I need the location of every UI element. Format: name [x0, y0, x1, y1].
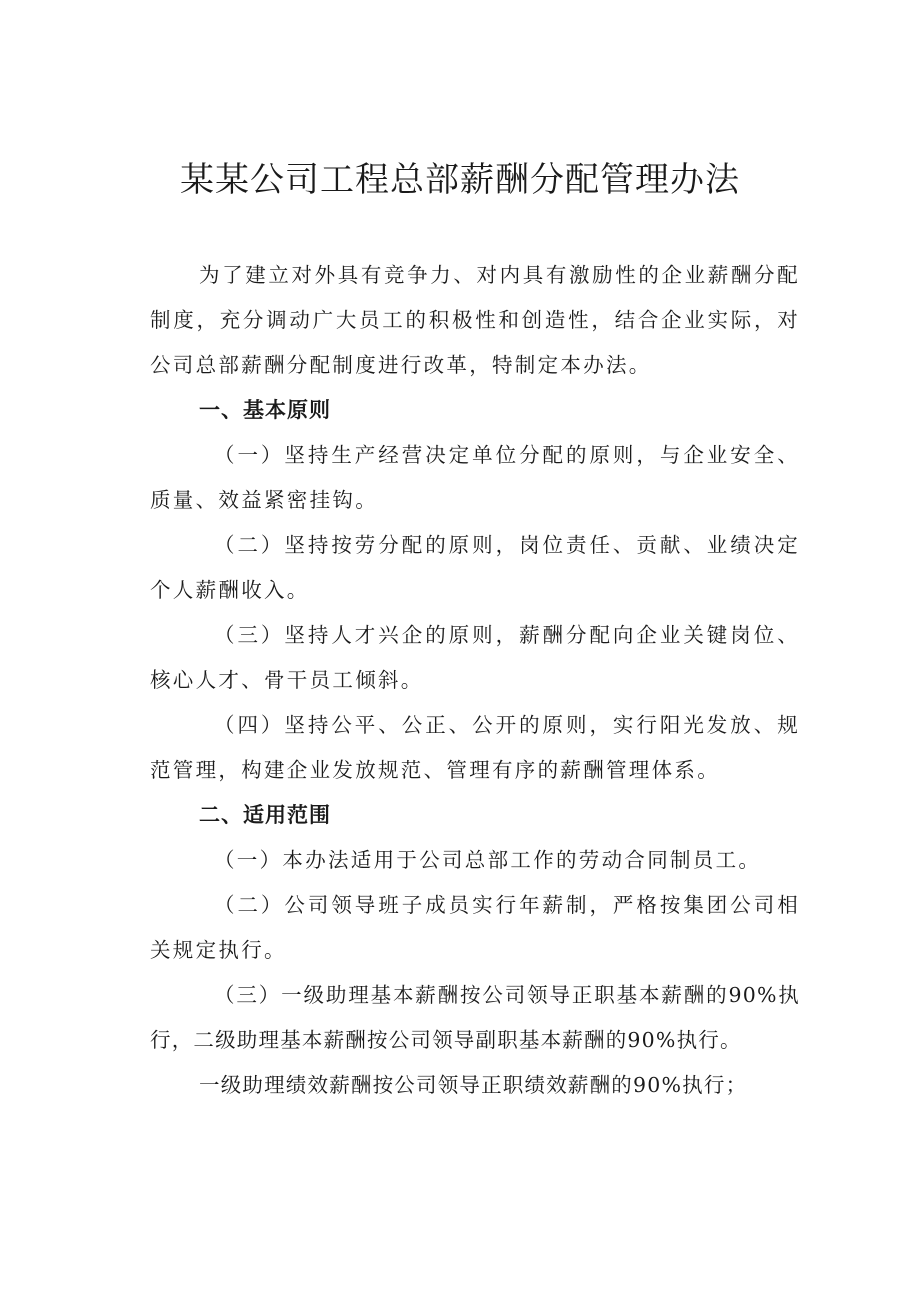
section-heading: 二、适用范围	[199, 803, 331, 827]
intro-paragraph: 为了建立对外具有竞争力、对内具有激励性的企业薪酬分配制度，充分调动广大员工的积极性和创造性，结合企业实际，对公司总部薪酬分配制度进行改革，特制定本办法。	[150, 263, 800, 377]
section-item: （四）坚持公平、公正、公开的原则，实行阳光发放、规范管理，构建企业发放规范、管理有序的薪酬管理体系。	[150, 713, 800, 782]
section-item: 一级助理绩效薪酬按公司领导正职绩效薪酬的90%执行；	[199, 1073, 748, 1097]
section-item: （一）本办法适用于公司总部工作的劳动合同制员工。	[214, 848, 762, 872]
section-item: （一）坚持生产经营决定单位分配的原则，与企业安全、质量、效益紧密挂钩。	[150, 443, 800, 512]
section-scope	[150, 793, 800, 1108]
section-heading: 一、基本原则	[199, 398, 331, 422]
document-body	[150, 253, 800, 1108]
document-title: 某某公司工程总部薪酬分配管理办法	[180, 160, 740, 200]
section-item: （二）公司领导班子成员实行年薪制，严格按集团公司相关规定执行。	[150, 893, 800, 962]
section-item: （二）坚持按劳分配的原则，岗位责任、贡献、业绩决定个人薪酬收入。	[150, 533, 800, 602]
section-item: （三）坚持人才兴企的原则，薪酬分配向企业关键岗位、核心人才、骨干员工倾斜。	[150, 623, 800, 692]
section-item: （三）一级助理基本薪酬按公司领导正职基本薪酬的90%执行，二级助理基本薪酬按公司领导副职基本薪酬的90%执行。	[150, 983, 800, 1052]
section-basic-principles	[150, 388, 800, 793]
